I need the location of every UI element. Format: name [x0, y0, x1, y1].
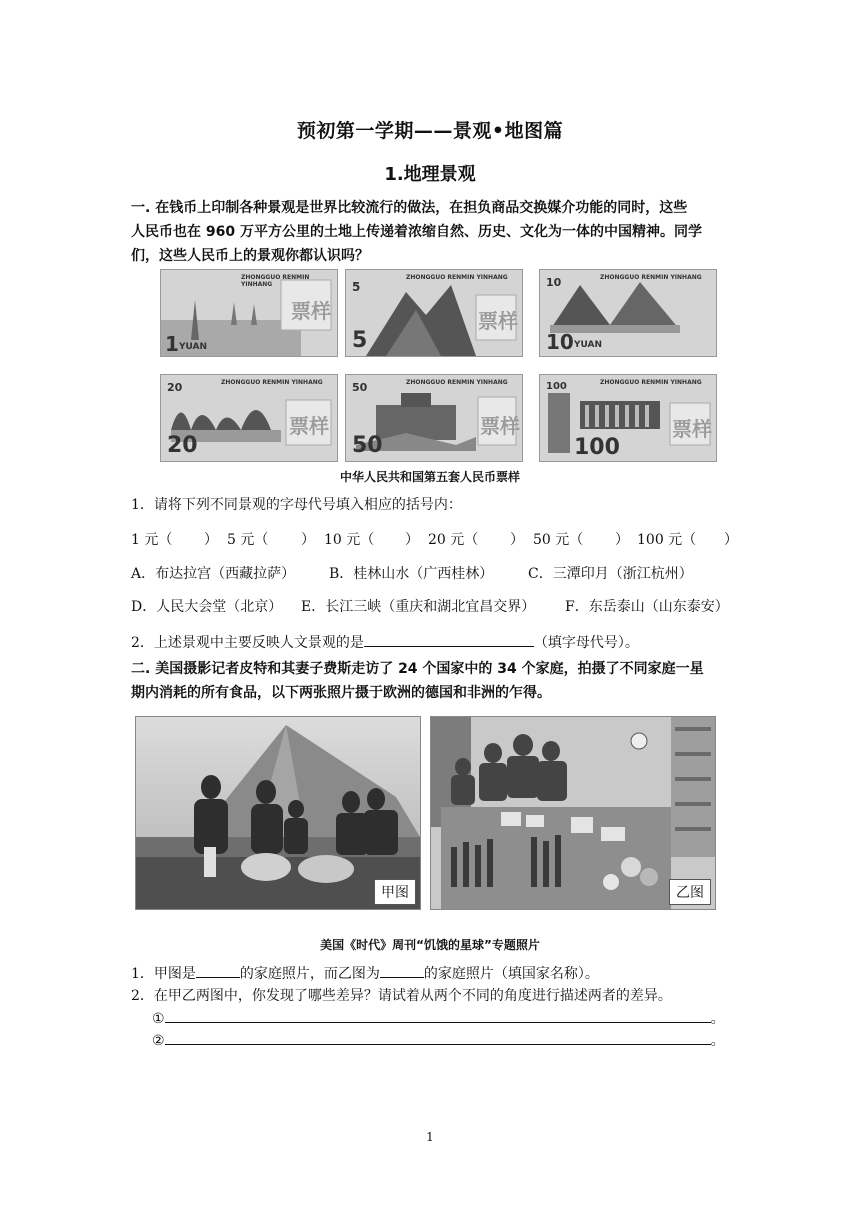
answer-marker-2: ② — [152, 1033, 165, 1049]
question-2-2-text: 在甲乙两图中，你发现了哪些差异？请试着从两个不同的角度进行描述两者的差异。 — [153, 988, 672, 1004]
question-number: 1． — [131, 966, 154, 982]
answer-line-1 — [152, 1007, 725, 1030]
denom-5-open: 5 元（ — [227, 532, 269, 548]
photo-label-jia: 甲图 — [374, 879, 416, 905]
page-title: 预初第一学期——景观•地图篇 — [296, 120, 564, 142]
banknote-5-yuan — [345, 269, 523, 357]
intro-line: 们，这些人民币上的景观你都认识吗？ — [131, 248, 369, 264]
banknote-100-yuan — [539, 374, 717, 462]
question-1-2-text: 2．上述景观中主要反映人文景观的是 — [131, 635, 364, 651]
question-2-1-part-b: 的家庭照片，而乙图为 — [239, 966, 380, 982]
section-subtitle: 1.地理景观 — [384, 164, 476, 185]
note-yuan: YUAN — [179, 342, 208, 352]
denom-50-open: 50 元（ — [533, 532, 584, 548]
denom-5-close: ） — [301, 532, 315, 548]
denom-10-open: 10 元（ — [324, 532, 375, 548]
question-2-2 — [131, 985, 672, 1007]
answer-line-end: 。 — [710, 1033, 725, 1049]
intro-line: 人民币也在 960 万平方公里的土地上传递着浓缩自然、历史、文化为一体的中国精神。同学 — [131, 224, 702, 240]
photo-chad-family — [135, 716, 421, 910]
note-header: ZHONGGUO RENMIN YINHANG — [221, 379, 323, 386]
option-f: F．东岳泰山（山东泰安） — [565, 599, 729, 615]
note-specimen-stamp: 票样 — [291, 299, 331, 323]
note-specimen-stamp: 票样 — [480, 414, 520, 438]
note-denomination-small: 50 — [352, 381, 368, 394]
denom-100-close: ） — [724, 532, 738, 548]
note-denomination-small: 100 — [546, 381, 567, 392]
answer-line-blank-2[interactable] — [165, 1029, 711, 1045]
note-denomination: 1 — [165, 332, 179, 356]
answer-line-2 — [152, 1029, 725, 1052]
option-c: C．三潭印月（浙江杭州） — [528, 566, 693, 582]
option-a: A．布达拉宫（西藏拉萨） — [131, 566, 296, 582]
photo-caption: 美国《时代》周刊“饥饿的星球”专题照片 — [320, 938, 540, 952]
question-2-1 — [131, 962, 599, 985]
question-1-2 — [131, 631, 639, 654]
question-2-1-part-c: 的家庭照片（填国家名称）。 — [423, 966, 599, 982]
note-denomination-small: 5 — [352, 280, 361, 294]
denom-50-close: ） — [615, 532, 629, 548]
note-header: ZHONGGUO RENMIN YINHANG — [600, 379, 702, 386]
banknote-50-yuan — [345, 374, 523, 462]
denom-1-open: 1 元（ — [131, 532, 173, 548]
banknote-caption: 中华人民共和国第五套人民币票样 — [339, 470, 520, 484]
banknote-10-yuan — [539, 269, 717, 357]
section2-intro — [131, 657, 704, 705]
option-e: E．长江三峡（重庆和湖北宜昌交界） — [301, 599, 536, 615]
answer-line-end: 。 — [710, 1011, 725, 1027]
photo-label-yi: 乙图 — [669, 879, 711, 905]
note-denomination: 50 — [352, 433, 383, 458]
answer-blank-jia[interactable] — [196, 962, 240, 978]
note-specimen-stamp: 票样 — [289, 414, 329, 438]
note-header: ZHONGGUO RENMIN YINHANG — [406, 379, 508, 386]
banknote-1-yuan — [160, 269, 338, 357]
page-number: 1 — [426, 1130, 434, 1144]
option-b: B．桂林山水（广西桂林） — [329, 566, 494, 582]
note-denomination: 5 — [352, 328, 368, 353]
note-header: ZHONGGUO RENMIN YINHANG — [406, 274, 508, 281]
answer-line-blank-1[interactable] — [165, 1007, 711, 1023]
answer-marker-1: ① — [152, 1011, 165, 1027]
intro-line: 一. 在钱币上印制各种景观是世界比较流行的做法，在担负商品交换媒介功能的同时，这些 — [131, 200, 688, 216]
question-2-1-part-a: 甲图是 — [153, 966, 196, 982]
question-number: 2． — [131, 988, 154, 1004]
note-denomination: 20 — [167, 433, 198, 458]
note-denomination-small: 20 — [167, 381, 183, 394]
section1-intro — [131, 196, 702, 268]
denom-20-open: 20 元（ — [428, 532, 479, 548]
note-denomination: 100 — [574, 435, 620, 460]
intro-line: 期内消耗的所有食品，以下两张照片摄于欧洲的德国和非洲的乍得。 — [131, 685, 551, 701]
note-yuan: YUAN — [574, 340, 603, 350]
denom-10-close: ） — [405, 532, 419, 548]
denom-100-open: 100 元（ — [637, 532, 697, 548]
photo-germany-family — [430, 716, 716, 910]
banknote-20-yuan — [160, 374, 338, 462]
note-header: ZHONGGUO RENMIN YINHANG — [600, 274, 702, 281]
intro-line: 二. 美国摄影记者皮特和其妻子费斯走访了 24 个国家中的 34 个家庭，拍摄了不同家庭一星 — [131, 661, 704, 677]
note-header: ZHONGGUO RENMIN YINHANG — [241, 274, 310, 288]
note-denomination: 10 — [546, 330, 574, 354]
question-1-1: 1．请将下列不同景观的字母代号填入相应的括号内： — [131, 497, 462, 513]
denom-1-close: ） — [204, 532, 218, 548]
note-denomination-small: 10 — [546, 276, 562, 289]
note-specimen-stamp: 票样 — [478, 309, 518, 333]
option-d: D．人民大会堂（北京） — [131, 599, 283, 615]
question-1-2-suffix: （填字母代号）。 — [533, 635, 639, 651]
denom-20-close: ） — [510, 532, 524, 548]
note-specimen-stamp: 票样 — [672, 417, 712, 441]
answer-blank-yi[interactable] — [380, 962, 424, 978]
answer-blank[interactable] — [364, 631, 534, 647]
